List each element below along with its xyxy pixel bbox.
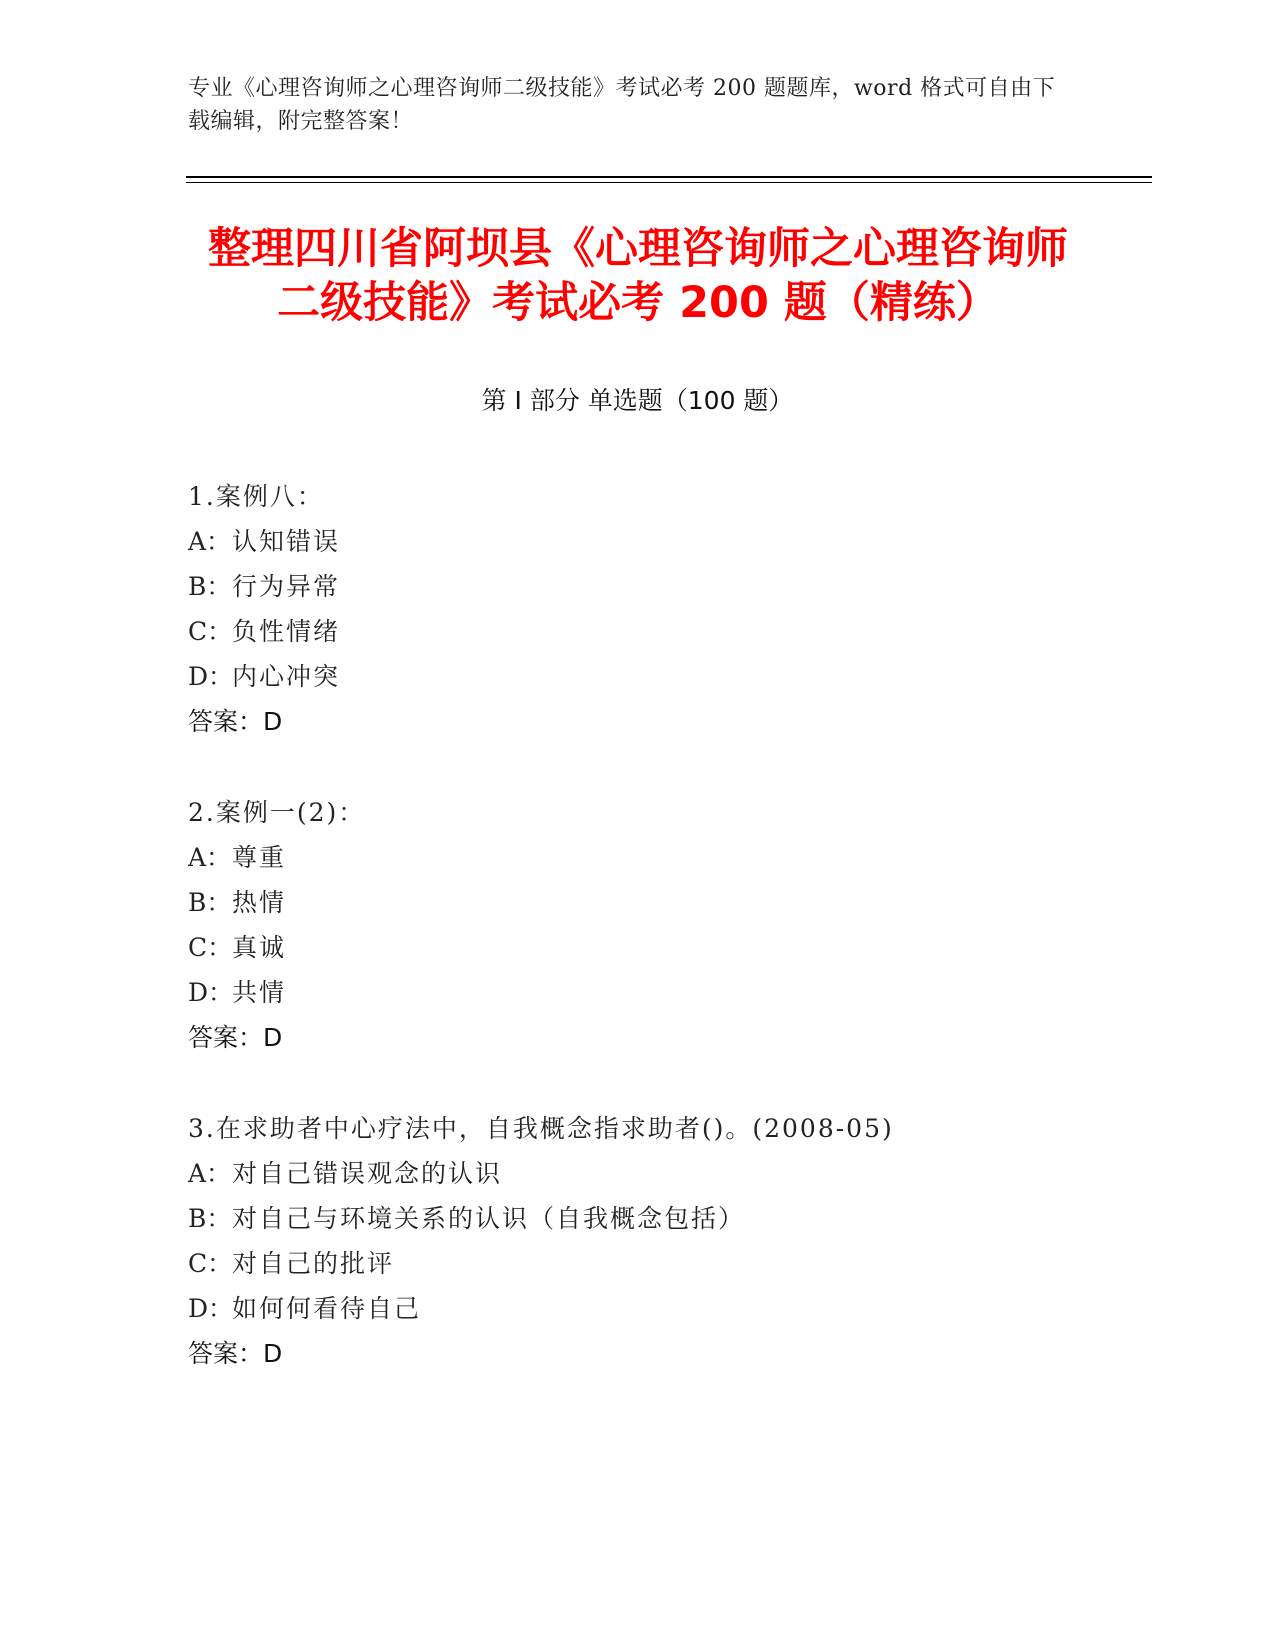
option-a	[188, 1151, 1168, 1196]
option-c	[188, 925, 1168, 970]
option-text: 尊重	[232, 843, 287, 872]
header-divider-thin	[186, 182, 1152, 183]
section-title: 第 I 部分 单选题（100 题）	[481, 386, 794, 415]
option-text: 热情	[232, 888, 287, 917]
option-text: 真诚	[232, 933, 287, 962]
option-a	[188, 519, 1168, 564]
question-3	[188, 1106, 1168, 1376]
option-b	[188, 1196, 1168, 1241]
option-key: D：	[188, 978, 234, 1007]
question-stem: 1.案例八：	[188, 482, 324, 511]
option-text: 对自己的批评	[232, 1249, 395, 1278]
option-b	[188, 564, 1168, 609]
option-key: C：	[188, 617, 233, 646]
header-note: 专业《心理咨询师之心理咨询师二级技能》考试必考 200 题题库，word 格式可自由下载编辑，附完整答案！	[188, 76, 1056, 134]
option-c	[188, 609, 1168, 654]
option-text: 对自己与环境关系的认识（自我概念包括）	[232, 1204, 746, 1233]
document-title: 整理四川省阿坝县《心理咨询师之心理咨询师二级技能》考试必考 200 题（精练）	[208, 224, 1068, 328]
option-key: B：	[188, 888, 232, 917]
option-key: D：	[188, 662, 234, 691]
option-c	[188, 1241, 1168, 1286]
option-text: 内心冲突	[232, 662, 341, 691]
answer: 答案：D	[188, 707, 283, 736]
option-d	[188, 654, 1168, 699]
option-text: 共情	[232, 978, 287, 1007]
option-d	[188, 970, 1168, 1015]
option-text: 对自己错误观念的认识	[232, 1159, 503, 1188]
option-key: C：	[188, 933, 233, 962]
question-stem: 3.在求助者中心疗法中，自我概念指求助者()。(2008-05)	[188, 1114, 894, 1143]
question-list	[188, 474, 1168, 1422]
option-a	[188, 835, 1168, 880]
option-b	[188, 880, 1168, 925]
question-2	[188, 790, 1168, 1060]
option-d	[188, 1286, 1168, 1331]
option-text: 如何何看待自己	[232, 1294, 422, 1323]
option-key: B：	[188, 572, 232, 601]
option-text: 行为异常	[232, 572, 341, 601]
option-key: A：	[188, 843, 232, 872]
option-text: 负性情绪	[232, 617, 341, 646]
option-key: A：	[188, 1159, 232, 1188]
option-key: A：	[188, 527, 232, 556]
question-1	[188, 474, 1168, 744]
question-stem: 2.案例一(2)：	[188, 798, 366, 827]
answer: 答案：D	[188, 1023, 283, 1052]
option-text: 认知错误	[232, 527, 341, 556]
option-key: B：	[188, 1204, 232, 1233]
option-key: D：	[188, 1294, 234, 1323]
header-divider-thick	[186, 176, 1152, 178]
answer: 答案：D	[188, 1339, 283, 1368]
option-key: C：	[188, 1249, 233, 1278]
